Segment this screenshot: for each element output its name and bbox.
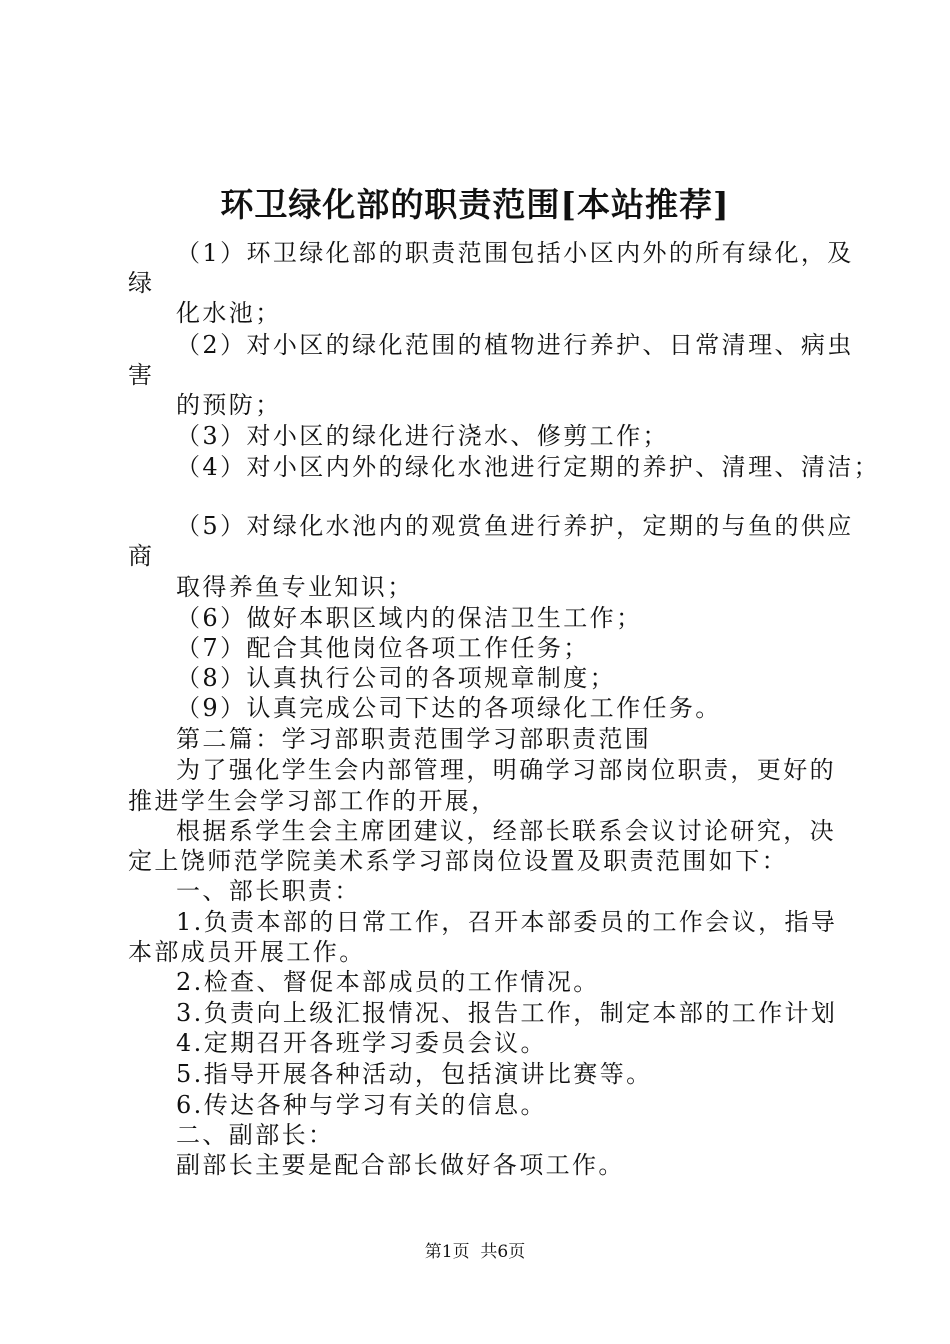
section-heading: 第二篇：学习部职责范围学习部职责范围 (176, 725, 652, 753)
text-line: （5）对绿化水池内的观赏鱼进行养护，定期的与鱼的供应 (176, 512, 854, 540)
text-line: 副部长主要是配合部长做好各项工作。 (176, 1151, 625, 1179)
text-line: 一、部长职责： (176, 877, 361, 905)
text-line: （7）配合其他岗位各项工作任务； (176, 634, 590, 662)
text-line: 商 (128, 542, 155, 570)
text-line: 根据系学生会主席团建议，经部长联系会议讨论研究，决 (176, 817, 836, 845)
text-line: （3）对小区的绿化进行浇水、修剪工作； (176, 422, 669, 450)
text-line: 推进学生会学习部工作的开展， (128, 787, 498, 815)
text-line: 害 (128, 361, 155, 389)
document-title: 环卫绿化部的职责范围[本站推荐] (220, 185, 730, 224)
text-line: （6）做好本职区域内的保洁卫生工作； (176, 604, 643, 632)
text-line: 定上饶师范学院美术系学习部岗位设置及职责范围如下： (128, 847, 788, 875)
text-line: 二、副部长： (176, 1121, 335, 1149)
text-line: 化水池； (176, 299, 282, 327)
text-line: （2）对小区的绿化范围的植物进行养护、日常清理、病虫 (176, 331, 854, 359)
text-line: （8）认真执行公司的各项规章制度； (176, 664, 617, 692)
text-line: 为了强化学生会内部管理，明确学习部岗位职责，更好的 (176, 756, 836, 784)
page-footer: 第1页 共6页 (424, 1242, 526, 1262)
text-line: 本部成员开展工作。 (128, 938, 366, 966)
text-line: （4）对小区内外的绿化水池进行定期的养护、清理、清洁； (176, 453, 881, 481)
text-line: 绿 (128, 269, 155, 297)
text-line: 的预防； (176, 391, 282, 419)
text-line: 1.负责本部的日常工作，召开本部委员的工作会议，指导 (176, 908, 838, 936)
text-line: 取得养鱼专业知识； (176, 573, 414, 601)
text-line: 4.定期召开各班学习委员会议。 (176, 1029, 547, 1057)
text-line: 2.检查、督促本部成员的工作情况。 (176, 968, 600, 996)
text-line: 5.指导开展各种活动，包括演讲比赛等。 (176, 1060, 653, 1088)
text-line: 6.传达各种与学习有关的信息。 (176, 1091, 547, 1119)
text-line: （1）环卫绿化部的职责范围包括小区内外的所有绿化，及 (176, 239, 854, 267)
text-line: 3.负责向上级汇报情况、报告工作，制定本部的工作计划 (176, 999, 838, 1027)
text-line: （9）认真完成公司下达的各项绿化工作任务。 (176, 694, 722, 722)
